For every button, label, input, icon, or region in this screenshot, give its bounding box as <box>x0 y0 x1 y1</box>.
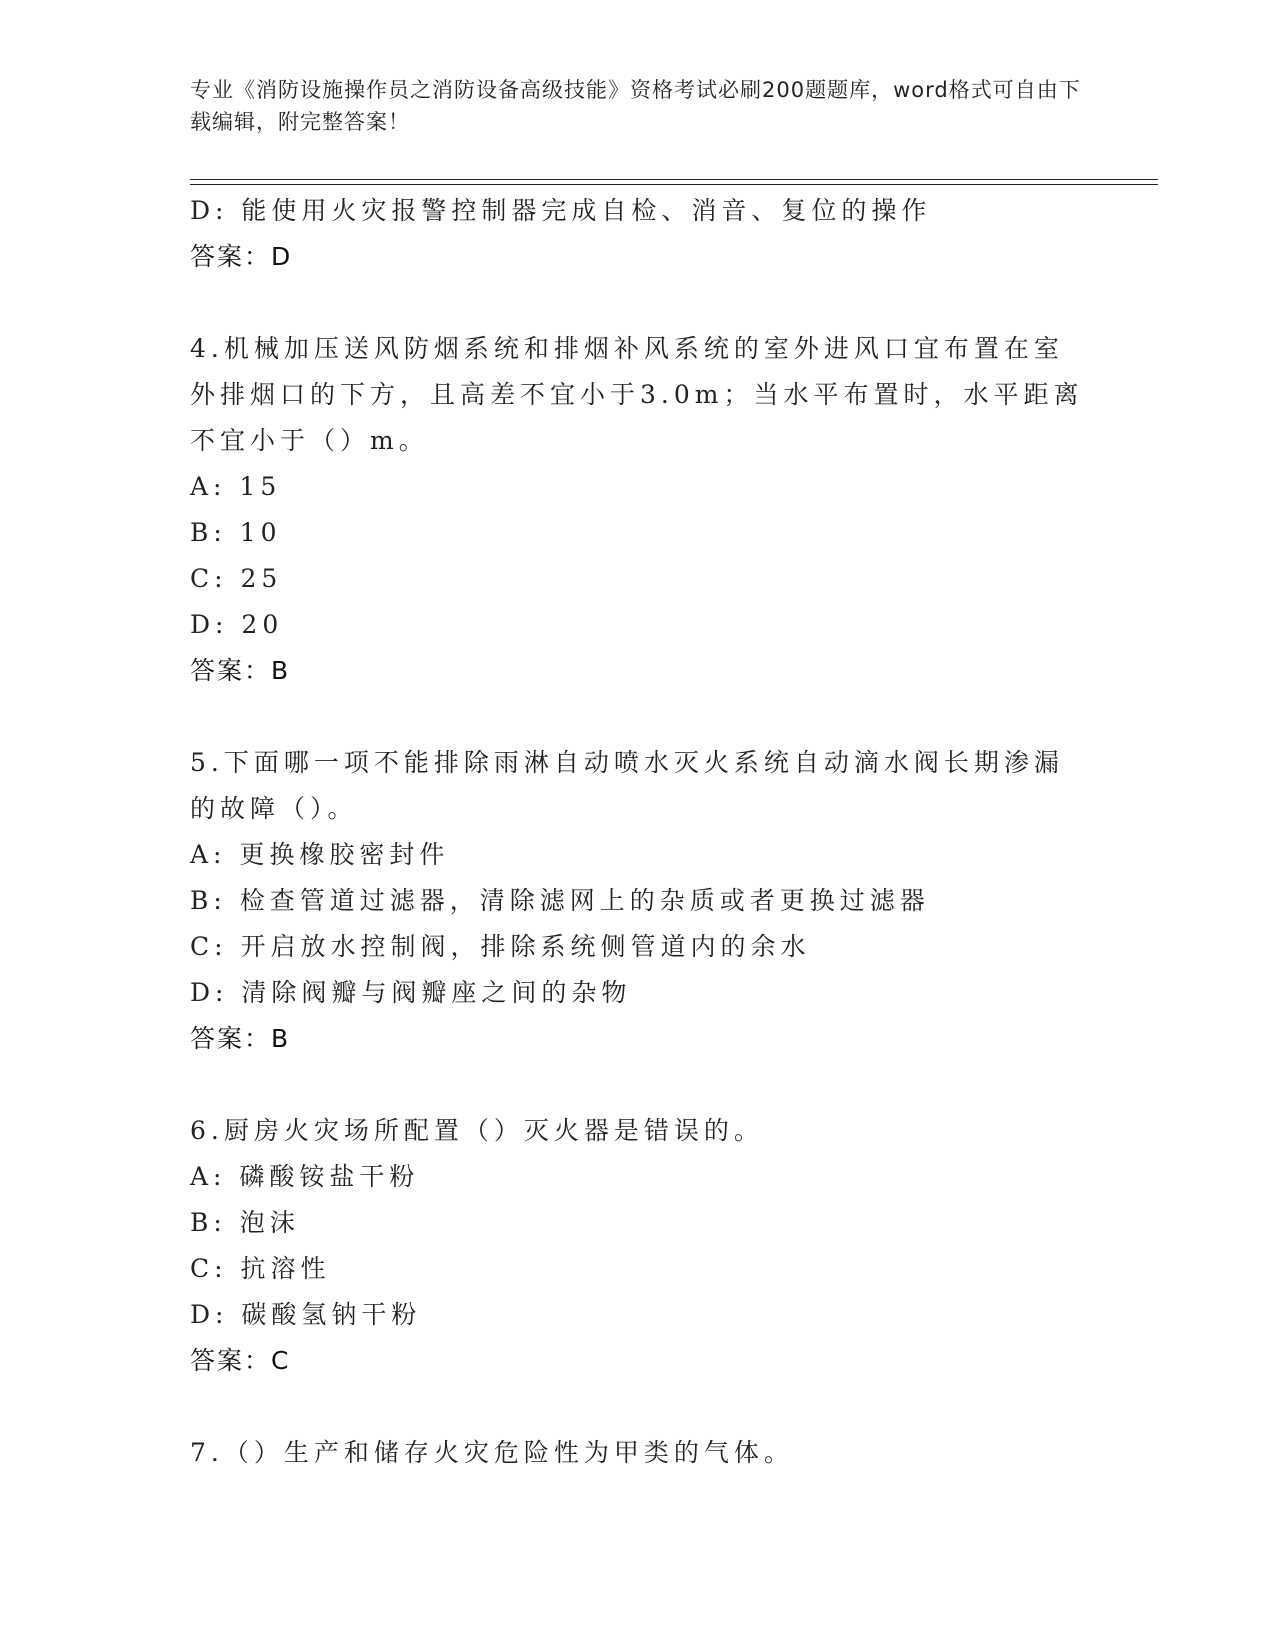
option-c: C: 开启放水控制阀，排除系统侧管道内的余水 <box>190 932 811 961</box>
question-text: 4.机械加压送风防烟系统和排烟补风系统的室外进风口宜布置在室外排烟口的下方，且高差不宜小于3.0m；当水平布置时，水平距离不宜小于（）m。 <box>190 334 1084 455</box>
option-b: B: 泡沫 <box>190 1208 300 1237</box>
option-b: B: 检查管道过滤器，清除滤网上的杂质或者更换过滤器 <box>190 886 930 915</box>
spacer <box>190 1062 1090 1108</box>
answer: 答案：D <box>190 242 293 271</box>
option-b: B: 10 <box>190 518 282 547</box>
option-d: D: 碳酸氢钠干粉 <box>190 1300 422 1329</box>
spacer <box>190 694 1090 740</box>
question-4 <box>190 326 1090 694</box>
option-a: A: 更换橡胶密封件 <box>190 840 450 869</box>
spacer <box>190 1384 1090 1430</box>
option-d: D: 能使用火灾报警控制器完成自检、消音、复位的操作 <box>190 196 932 225</box>
option-d: D: 20 <box>190 610 284 639</box>
question-text: 6.厨房火灾场所配置（）灭火器是错误的。 <box>190 1116 764 1145</box>
header-rule-top <box>190 179 1158 180</box>
question-7 <box>190 1430 1090 1476</box>
answer: 答案：B <box>190 1024 291 1053</box>
document-body <box>190 188 1090 1476</box>
option-a: A: 15 <box>190 472 282 501</box>
option-c: C: 25 <box>190 564 283 593</box>
spacer <box>190 280 1090 326</box>
answer: 答案：B <box>190 656 291 685</box>
option-a: A: 磷酸铵盐干粉 <box>190 1162 420 1191</box>
answer: 答案：C <box>190 1346 291 1375</box>
header-rule-bottom <box>190 184 1158 185</box>
question-text: 5.下面哪一项不能排除雨淋自动喷水灭火系统自动滴水阀长期渗漏的故障（）。 <box>190 748 1064 823</box>
question-6 <box>190 1108 1090 1384</box>
question-5 <box>190 740 1090 1062</box>
option-d: D: 清除阀瓣与阀瓣座之间的杂物 <box>190 978 632 1007</box>
option-c: C: 抗溶性 <box>190 1254 331 1283</box>
question-text: 7.（）生产和储存火灾危险性为甲类的气体。 <box>190 1438 794 1467</box>
document-header: 专业《消防设施操作员之消防设备高级技能》资格考试必刷200题题库，word格式可自由下载编辑，附完整答案！ <box>190 78 1081 134</box>
